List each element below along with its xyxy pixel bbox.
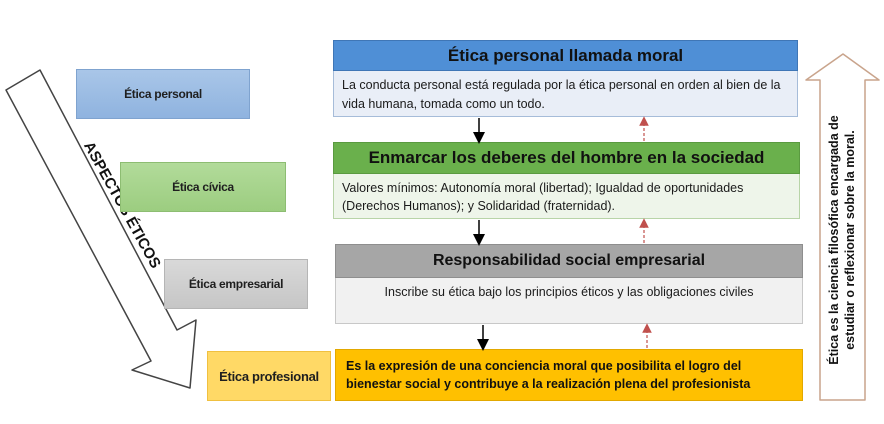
aspectos-eticos-label: ASPECTOS ÉTICOS <box>80 138 164 272</box>
side-arrow-text-line2: estudiar o reflexionar sobre la moral. <box>843 130 857 350</box>
body-etica-civica: Valores mínimos: Autonomía moral (libertad); Igualdad de oportunidades (Derechos Humanos); y Solidaridad (fraternidad). <box>333 174 800 219</box>
box-etica-profesional: Es la expresión de una conciencia moral que posibilita el logro del bienestar social y contribuye a la realización plena del profesionista <box>335 349 803 401</box>
body-etica-personal: La conducta personal está regulada por la ética personal en orden al bien de la vida humana, tomada como un todo. <box>333 71 798 117</box>
heading-etica-personal: Ética personal llamada moral <box>333 40 798 71</box>
label-etica-profesional: Ética profesional <box>207 351 331 401</box>
side-arrow-text-line1: Ética es la ciencia filosófica encargada de <box>827 115 841 365</box>
label-etica-empresarial: Ética empresarial <box>164 259 308 309</box>
body-etica-empresarial: Inscribe su ética bajo los principios éticos y las obligaciones civiles <box>335 278 803 324</box>
label-etica-personal: Ética personal <box>76 69 250 119</box>
label-etica-civica: Ética cívica <box>120 162 286 212</box>
heading-etica-civica: Enmarcar los deberes del hombre en la sociedad <box>333 142 800 174</box>
heading-etica-empresarial: Responsabilidad social empresarial <box>335 244 803 278</box>
